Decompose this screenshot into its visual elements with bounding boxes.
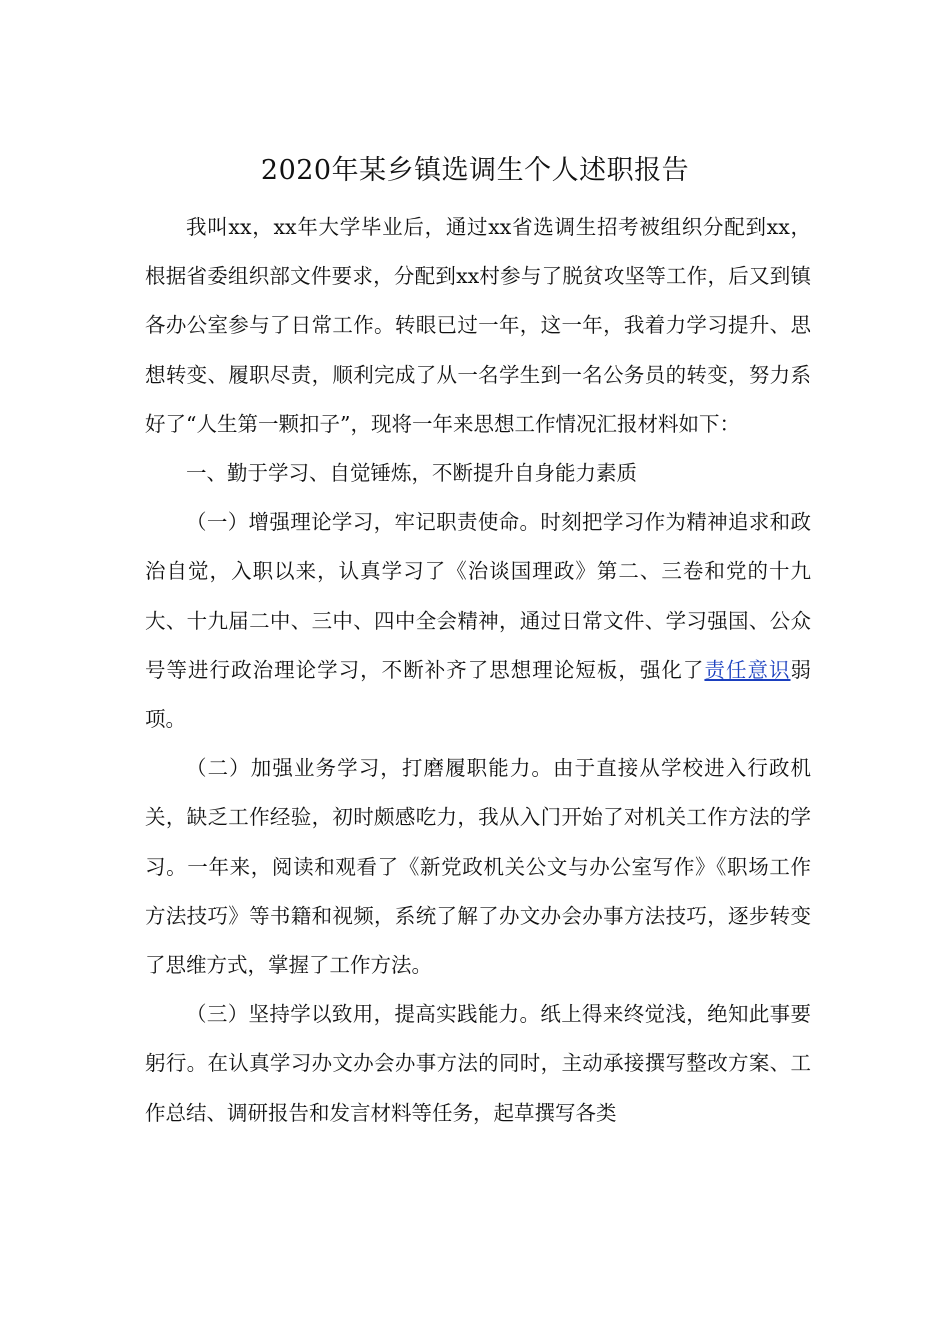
- paragraph-theory-study-end: 弱项。: [145, 657, 812, 732]
- paragraph-theory-study-text: （一）增强理论学习，牢记职责使命。时刻把学习作为精神追求和政治自觉，入职以来，认真学习了《治谈国理政》第二、三卷和党的十九大、十九届二中、三中、四中全会精神，通过日常文件、学习强国、公众号等进行政治理论学习，不断补齐了思想理论短板，强化了: [145, 510, 811, 682]
- section-heading-1: 一、勤于学习、自觉锤炼，不断提升自身能力素质: [186, 461, 637, 486]
- paragraph-intro: 我叫xx，xx年大学毕业后，通过xx省选调生招考被组织分配到xx，根据省委组织部文件要求，分配到xx村参与了脱贫攻坚等工作，后又到镇各办公室参与了日常工作。转眼已过一年，这一年，我着力学习提升、思想转变、履职尽责，顺利完成了从一名学生到一名公务员的转变，努力系好了“人生第一颗扣子”，现将一年来思想工作情况汇报材料如下：: [145, 215, 811, 436]
- document-title: 2020年某乡镇选调生个人述职报告: [260, 155, 690, 187]
- document-body: [145, 203, 811, 1138]
- paragraph-business-study: （二）加强业务学习，打磨履职能力。由于直接从学校进入行政机关，缺乏工作经验，初时颇感吃力，我从入门开始了对机关工作方法的学习。一年来，阅读和观看了《新党政机关公文与办公室写作》《职场工作方法技巧》等书籍和视频，系统了解了办文办会办事方法技巧，逐步转变了思维方式，掌握了工作方法。: [145, 756, 811, 978]
- paragraph-practice: （三）坚持学以致用，提高实践能力。纸上得来终觉浅，绝知此事要躬行。在认真学习办文办会办事方法的同时，主动承接撰写整改方案、工作总结、调研报告和发言材料等任务，起草撰写各类: [145, 1002, 811, 1125]
- paragraph-theory-study: [145, 498, 811, 744]
- responsibility-link[interactable]: 责任意识: [704, 657, 791, 682]
